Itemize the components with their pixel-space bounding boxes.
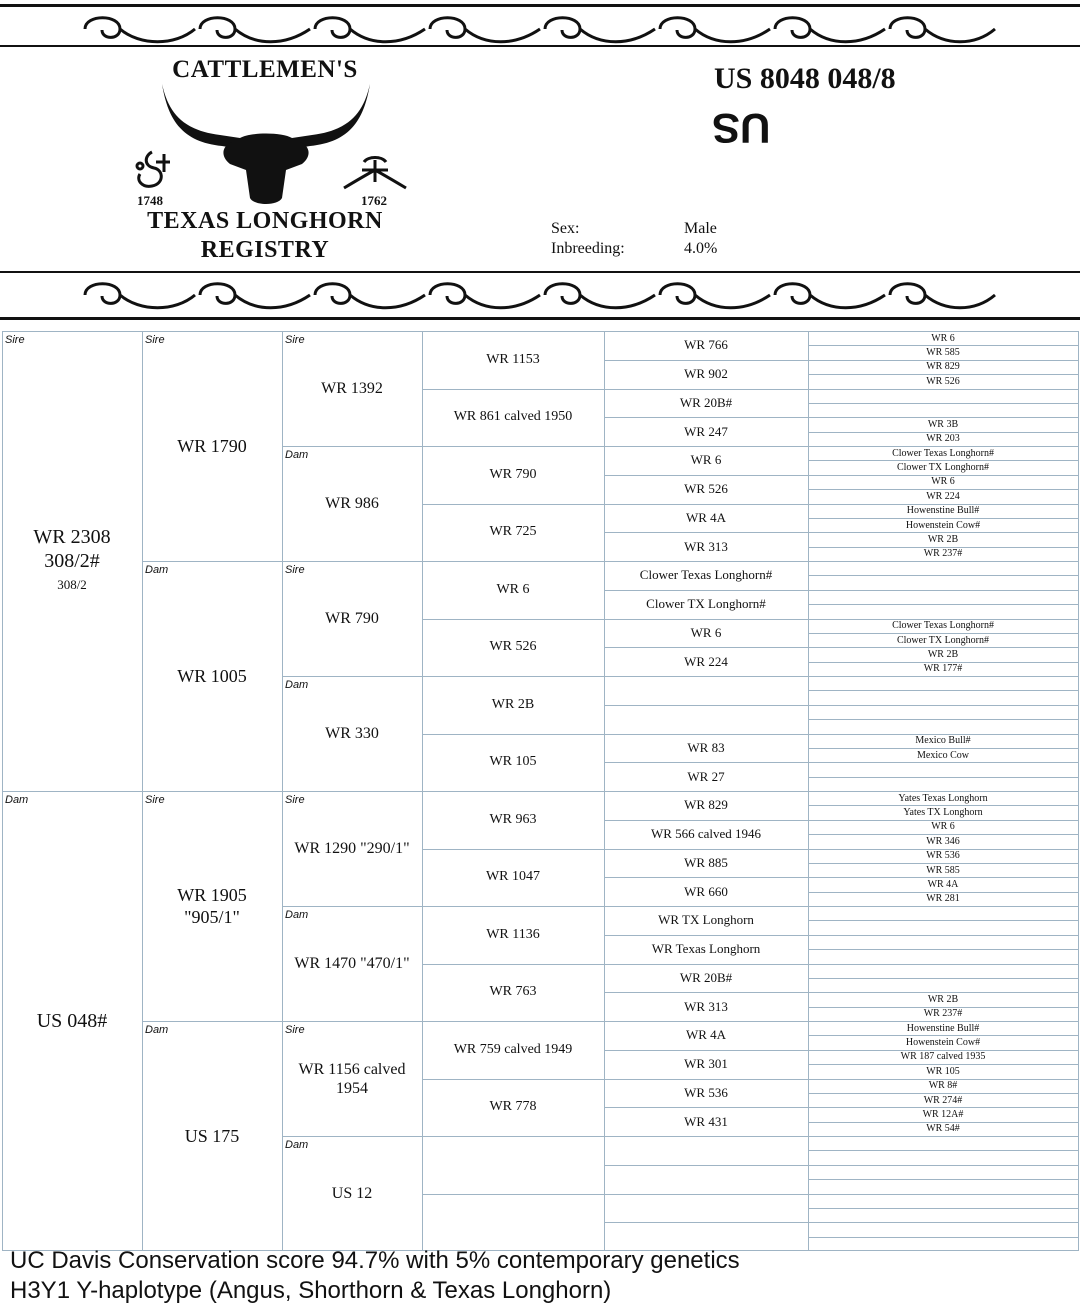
header-rule-bottom	[0, 317, 1080, 320]
animal-name: Clower TX Longhorn#	[646, 596, 766, 612]
animal-name: Clower Texas Longhorn#	[892, 447, 994, 459]
pedigree-cell-g6	[808, 532, 1078, 546]
animal-name: WR 1156 calved	[298, 1060, 406, 1078]
parent-tag: Sire	[285, 794, 305, 806]
pedigree-cell-g4	[422, 676, 604, 734]
parent-tag: Dam	[145, 1024, 169, 1036]
animal-name: WR 313	[684, 538, 728, 554]
pedigree-cell-g2	[142, 561, 282, 791]
pedigree-cell-g5	[604, 964, 808, 993]
animal-name: WR 6	[931, 332, 955, 344]
pedigree-cell-g6	[808, 460, 1078, 474]
pedigree-cell-g6	[808, 504, 1078, 518]
pedigree-cell-g6	[808, 561, 1078, 575]
pedigree-cell-g6	[808, 547, 1078, 561]
animal-name: US 12	[331, 1185, 373, 1202]
animal-name: WR 963	[489, 811, 537, 827]
animal-name: WR 566 calved 1946	[650, 826, 762, 842]
pedigree-cell-g5	[604, 1079, 808, 1108]
animal-name: Clower TX Longhorn#	[896, 634, 990, 646]
pedigree-cell-g4	[422, 791, 604, 849]
pedigree-cell-g6	[808, 935, 1078, 949]
pedigree-cell-g4	[422, 504, 604, 562]
animal-name: WR 885	[684, 854, 728, 870]
animal-name: WR 790	[489, 466, 537, 482]
animal-name: Howenstine Bull#	[906, 505, 980, 517]
pedigree-cell-g4	[422, 964, 604, 1022]
animal-name: WR 274#	[923, 1094, 963, 1106]
pedigree-cell-g5	[604, 992, 808, 1021]
animal-name: WR 725	[489, 524, 537, 540]
pedigree-cell-g6	[808, 906, 1078, 920]
pedigree-cell-g6	[808, 1050, 1078, 1064]
pedigree-cell-g3	[282, 791, 422, 906]
pedigree-cell-g6	[808, 360, 1078, 374]
pedigree-cell-g6	[808, 345, 1078, 359]
header-rule-lower	[0, 271, 1080, 273]
pedigree-cell-g6	[808, 389, 1078, 403]
animal-name: Mexico Bull#	[915, 735, 971, 747]
brand-mark: US	[712, 105, 771, 152]
pedigree-cell-g6	[808, 849, 1078, 863]
animal-name: Howenstein Cow#	[905, 519, 981, 531]
animal-name: WR 6	[931, 821, 955, 833]
pedigree-cell-g6	[808, 1064, 1078, 1078]
animal-name: WR 6	[690, 452, 722, 468]
pedigree-cell-g4	[422, 1136, 604, 1194]
pedigree-cell-g6	[808, 1194, 1078, 1208]
animal-name: WR 861 calved 1950	[453, 409, 573, 425]
parent-tag: Dam	[285, 679, 309, 691]
pedigree-cell-g4	[422, 906, 604, 964]
animal-name: WR 2B	[927, 533, 959, 545]
scroll-ornament-icon	[80, 276, 1000, 314]
pedigree-cell-g6	[808, 978, 1078, 992]
animal-name: WR 526	[926, 375, 960, 387]
animal-sub-id: 308/2	[57, 577, 87, 592]
pedigree-cell-g5	[604, 849, 808, 878]
pedigree-cell-g6	[808, 748, 1078, 762]
animal-name: WR 536	[926, 850, 960, 862]
pedigree-cell-g6	[808, 1165, 1078, 1179]
animal-name: WR 2B	[927, 993, 959, 1005]
pedigree-cell-g1	[2, 791, 142, 1251]
animal-name: US 048#	[36, 1010, 108, 1032]
grid-line	[1078, 331, 1079, 1251]
pedigree-cell-g6	[808, 432, 1078, 446]
pedigree-cell-g6	[808, 331, 1078, 345]
pedigree-cell-g5	[604, 1050, 808, 1079]
parent-tag: Sire	[5, 334, 25, 346]
animal-name: WR 346	[926, 835, 960, 847]
parent-tag: Sire	[145, 334, 165, 346]
animal-name: WR 526	[489, 639, 537, 655]
animal-name: WR 526	[684, 481, 728, 497]
pedigree-cell-g5	[604, 906, 808, 935]
pedigree-cell-g6	[808, 1035, 1078, 1049]
animal-name: WR 2308	[33, 526, 111, 548]
pedigree-cell-g6	[808, 446, 1078, 460]
parent-tag: Dam	[5, 794, 29, 806]
pedigree-cell-g6	[808, 518, 1078, 532]
pedigree-cell-g6	[808, 762, 1078, 776]
pedigree-cell-g3	[282, 1021, 422, 1136]
pedigree-cell-g6	[808, 791, 1078, 805]
animal-name: WR 187 calved 1935	[900, 1051, 986, 1063]
scroll-ornament-icon	[80, 10, 1000, 48]
pedigree-cell-g3	[282, 446, 422, 561]
parent-tag: Sire	[145, 794, 165, 806]
animal-name: WR 203	[926, 433, 960, 445]
animal-name: WR 1392	[321, 380, 383, 397]
pedigree-cell-g6	[808, 1208, 1078, 1222]
pedigree-cell-g5	[604, 504, 808, 533]
animal-name: WR 1153	[486, 351, 540, 367]
animal-name: WR 313	[684, 998, 728, 1014]
pedigree-cell-g3	[282, 1136, 422, 1251]
pedigree-cell-g5	[604, 1107, 808, 1136]
pedigree-cell-g4	[422, 619, 604, 677]
animal-name: WR 281	[926, 893, 960, 905]
pedigree-cell-g6	[808, 475, 1078, 489]
animal-name: Yates Texas Longhorn	[898, 792, 988, 804]
pedigree-cell-g5	[604, 475, 808, 504]
pedigree-cell-g6	[808, 964, 1078, 978]
animal-name: WR 20B#	[679, 394, 733, 410]
pedigree-cell-g6	[808, 575, 1078, 589]
animal-name: WR 1005	[177, 666, 247, 686]
animal-name: WR 829	[684, 797, 728, 813]
pedigree-cell-g4	[422, 1021, 604, 1079]
pedigree-cell-g4	[422, 1194, 604, 1252]
parent-tag: Dam	[285, 449, 309, 461]
animal-name: Howenstine Bull#	[906, 1022, 980, 1034]
pedigree-cell-g4	[422, 734, 604, 792]
pedigree-cell-g6	[808, 662, 1078, 676]
pedigree-cell-g6	[808, 676, 1078, 690]
pedigree-cell-g6	[808, 604, 1078, 618]
animal-name: WR 224	[926, 490, 960, 502]
pedigree-cell-g4	[422, 1079, 604, 1137]
animal-name: WR TX Longhorn	[658, 912, 754, 928]
animal-name: WR 54#	[926, 1123, 960, 1135]
pedigree-cell-g6	[808, 734, 1078, 748]
pedigree-cell-g6	[808, 1237, 1078, 1251]
animal-name: WR 1047	[485, 869, 541, 885]
pedigree-cell-g6	[808, 1222, 1078, 1236]
pedigree-cell-g6	[808, 1007, 1078, 1021]
registry-title-top: CATTLEMEN'S	[172, 56, 358, 83]
pedigree-cell-g6	[808, 1122, 1078, 1136]
animal-name: WR 6	[496, 581, 530, 597]
animal-name: Clower Texas Longhorn#	[639, 567, 773, 583]
animal-name: WR 8#	[928, 1080, 958, 1092]
pedigree-cell-g6	[808, 992, 1078, 1006]
parent-tag: Sire	[285, 334, 305, 346]
pedigree-cell-g6	[808, 1150, 1078, 1164]
pedigree-cell-g5	[604, 619, 808, 648]
year-left: 1748	[137, 193, 163, 208]
animal-name: WR 431	[684, 1113, 728, 1129]
pedigree-cell-g6	[808, 1107, 1078, 1121]
animal-name: WR 237#	[923, 548, 963, 560]
animal-name: WR 4A	[685, 1027, 727, 1043]
pedigree-cell-g6	[808, 374, 1078, 388]
parent-tag: Sire	[285, 1024, 305, 1036]
pedigree-cell-g5	[604, 647, 808, 676]
pedigree-cell-g4	[422, 446, 604, 504]
animal-name: WR 536	[684, 1084, 728, 1100]
pedigree-cell-g6	[808, 489, 1078, 503]
animal-name: Howenstein Cow#	[905, 1037, 981, 1049]
pedigree-cell-g6	[808, 647, 1078, 661]
animal-name: WR 20B#	[679, 969, 733, 985]
sex-label: Sex:	[551, 220, 580, 237]
animal-name: WR 778	[489, 1099, 537, 1115]
animal-name: WR 237#	[923, 1008, 963, 1020]
ranch-brand-icon	[130, 148, 178, 192]
animal-name: WR 1790	[177, 436, 247, 456]
pedigree-cell-g4	[422, 331, 604, 389]
pedigree-cell-g5	[604, 1136, 808, 1165]
animal-name: WR 4A	[685, 509, 727, 525]
animal-name: WR 1905	[177, 885, 247, 905]
pedigree-cell-g6	[808, 892, 1078, 906]
pedigree-cell-g6	[808, 705, 1078, 719]
parent-tag: Dam	[145, 564, 169, 576]
animal-name: WR 247	[684, 423, 728, 439]
pedigree-cell-g6	[808, 690, 1078, 704]
pedigree-cell-g6	[808, 1079, 1078, 1093]
animal-name: WR 766	[684, 337, 728, 353]
animal-name: WR 12A#	[922, 1108, 964, 1120]
pedigree-cell-g2	[142, 791, 282, 1021]
pedigree-cell-g3	[282, 906, 422, 1021]
pedigree-cell-g6	[808, 633, 1078, 647]
parent-tag: Sire	[285, 564, 305, 576]
animal-name: WR 759 calved 1949	[453, 1041, 573, 1057]
pedigree-cell-g5	[604, 820, 808, 849]
animal-name: WR 301	[684, 1056, 728, 1072]
pedigree-cell-g5	[604, 1021, 808, 1050]
animal-name: WR 177#	[923, 663, 963, 675]
parent-tag: Dam	[285, 909, 309, 921]
animal-name: WR 790	[325, 610, 379, 627]
pedigree-cell-g5	[604, 417, 808, 446]
pedigree-cell-g5	[604, 676, 808, 705]
pedigree-cell-g5	[604, 331, 808, 360]
animal-name: WR 1290 "290/1"	[294, 840, 410, 857]
pedigree-cell-g6	[808, 920, 1078, 934]
animal-name: WR 6	[690, 624, 722, 640]
animal-name: WR 105	[926, 1065, 960, 1077]
pedigree-cell-g6	[808, 403, 1078, 417]
animal-name: WR 105	[489, 754, 537, 770]
parent-tag: Dam	[285, 1139, 309, 1151]
animal-name: Mexico Cow	[917, 749, 969, 761]
animal-name: WR 4A	[927, 878, 959, 890]
pedigree-cell-g6	[808, 777, 1078, 791]
pedigree-cell-g5	[604, 360, 808, 389]
pedigree-cell-g6	[808, 834, 1078, 848]
animal-name: WR 2B	[491, 696, 535, 712]
registry-title-line2: REGISTRY	[200, 237, 330, 263]
pedigree-cell-g6	[808, 1021, 1078, 1035]
animal-name-line2: "905/1"	[184, 907, 240, 927]
animal-name-line2: 1954	[336, 1079, 368, 1097]
animal-name: WR 27	[687, 768, 725, 784]
pedigree-cell-g5	[604, 1165, 808, 1194]
animal-name: WR 902	[684, 366, 728, 382]
animal-name: WR Texas Longhorn	[651, 941, 761, 957]
pedigree-cell-g6	[808, 863, 1078, 877]
pedigree-cell-g6	[808, 1179, 1078, 1193]
pedigree-chart	[2, 331, 1078, 1251]
pedigree-cell-g5	[604, 446, 808, 475]
animal-name: WR 330	[325, 725, 379, 742]
pedigree-cell-g4	[422, 389, 604, 447]
animal-name: WR 2B	[927, 648, 959, 660]
conservation-score: UC Davis Conservation score 94.7% with 5% contemporary genetics	[10, 1247, 740, 1274]
animal-name-line2: 308/2#	[44, 550, 100, 572]
animal-name: WR 6	[931, 476, 955, 488]
pedigree-cell-g5	[604, 877, 808, 906]
pedigree-cell-g5	[604, 791, 808, 820]
inbreeding-value: 4.0%	[684, 240, 718, 257]
pedigree-cell-g6	[808, 417, 1078, 431]
pedigree-cell-g5	[604, 561, 808, 590]
y-haplotype: H3Y1 Y-haplotype (Angus, Shorthorn & Texas Longhorn)	[10, 1277, 612, 1304]
animal-name: WR 1470 "470/1"	[294, 955, 410, 972]
year-right: 1762	[361, 193, 387, 208]
pedigree-cell-g6	[808, 1093, 1078, 1107]
pedigree-cell-g6	[808, 590, 1078, 604]
animal-name: WR 1136	[486, 926, 540, 942]
ranch-brand-icon	[340, 152, 410, 192]
pedigree-cell-g5	[604, 705, 808, 734]
pedigree-cell-g3	[282, 561, 422, 676]
animal-name: Yates TX Longhorn	[903, 807, 983, 819]
animal-name: WR 763	[489, 984, 537, 1000]
pedigree-cell-g5	[604, 935, 808, 964]
pedigree-cell-g5	[604, 389, 808, 418]
pedigree-cell-g5	[604, 734, 808, 763]
animal-name: WR 83	[687, 739, 725, 755]
pedigree-cell-g4	[422, 561, 604, 619]
registry-title-line1: TEXAS LONGHORN	[147, 208, 383, 234]
animal-name: WR 3B	[927, 418, 959, 430]
pedigree-cell-g6	[808, 820, 1078, 834]
animal-name: WR 660	[684, 883, 728, 899]
pedigree-cell-g6	[808, 877, 1078, 891]
registration-number: US 8048 048/8	[714, 62, 896, 95]
animal-name: WR 585	[926, 347, 960, 359]
pedigree-cell-g1	[2, 331, 142, 791]
pedigree-cell-g5	[604, 590, 808, 619]
pedigree-cell-g6	[808, 805, 1078, 819]
pedigree-cell-g6	[808, 949, 1078, 963]
pedigree-cell-g6	[808, 619, 1078, 633]
pedigree-cell-g5	[604, 1194, 808, 1223]
animal-name: US 175	[184, 1126, 240, 1146]
animal-name: WR 986	[325, 495, 379, 512]
animal-name: Clower Texas Longhorn#	[892, 620, 994, 632]
pedigree-cell-g4	[422, 849, 604, 907]
pedigree-cell-g5	[604, 532, 808, 561]
pedigree-cell-g3	[282, 331, 422, 446]
inbreeding-label: Inbreeding:	[551, 240, 625, 257]
pedigree-cell-g6	[808, 719, 1078, 733]
animal-name: Clower TX Longhorn#	[896, 462, 990, 474]
pedigree-cell-g2	[142, 331, 282, 561]
sex-value: Male	[684, 220, 717, 237]
animal-name: WR 829	[926, 361, 960, 373]
top-rule	[0, 4, 1080, 7]
pedigree-cell-g6	[808, 1136, 1078, 1150]
pedigree-cell-g3	[282, 676, 422, 791]
pedigree-cell-g5	[604, 762, 808, 791]
pedigree-cell-g2	[142, 1021, 282, 1251]
animal-name: WR 585	[926, 864, 960, 876]
animal-name: WR 224	[684, 653, 728, 669]
header-rule-upper	[0, 45, 1080, 47]
